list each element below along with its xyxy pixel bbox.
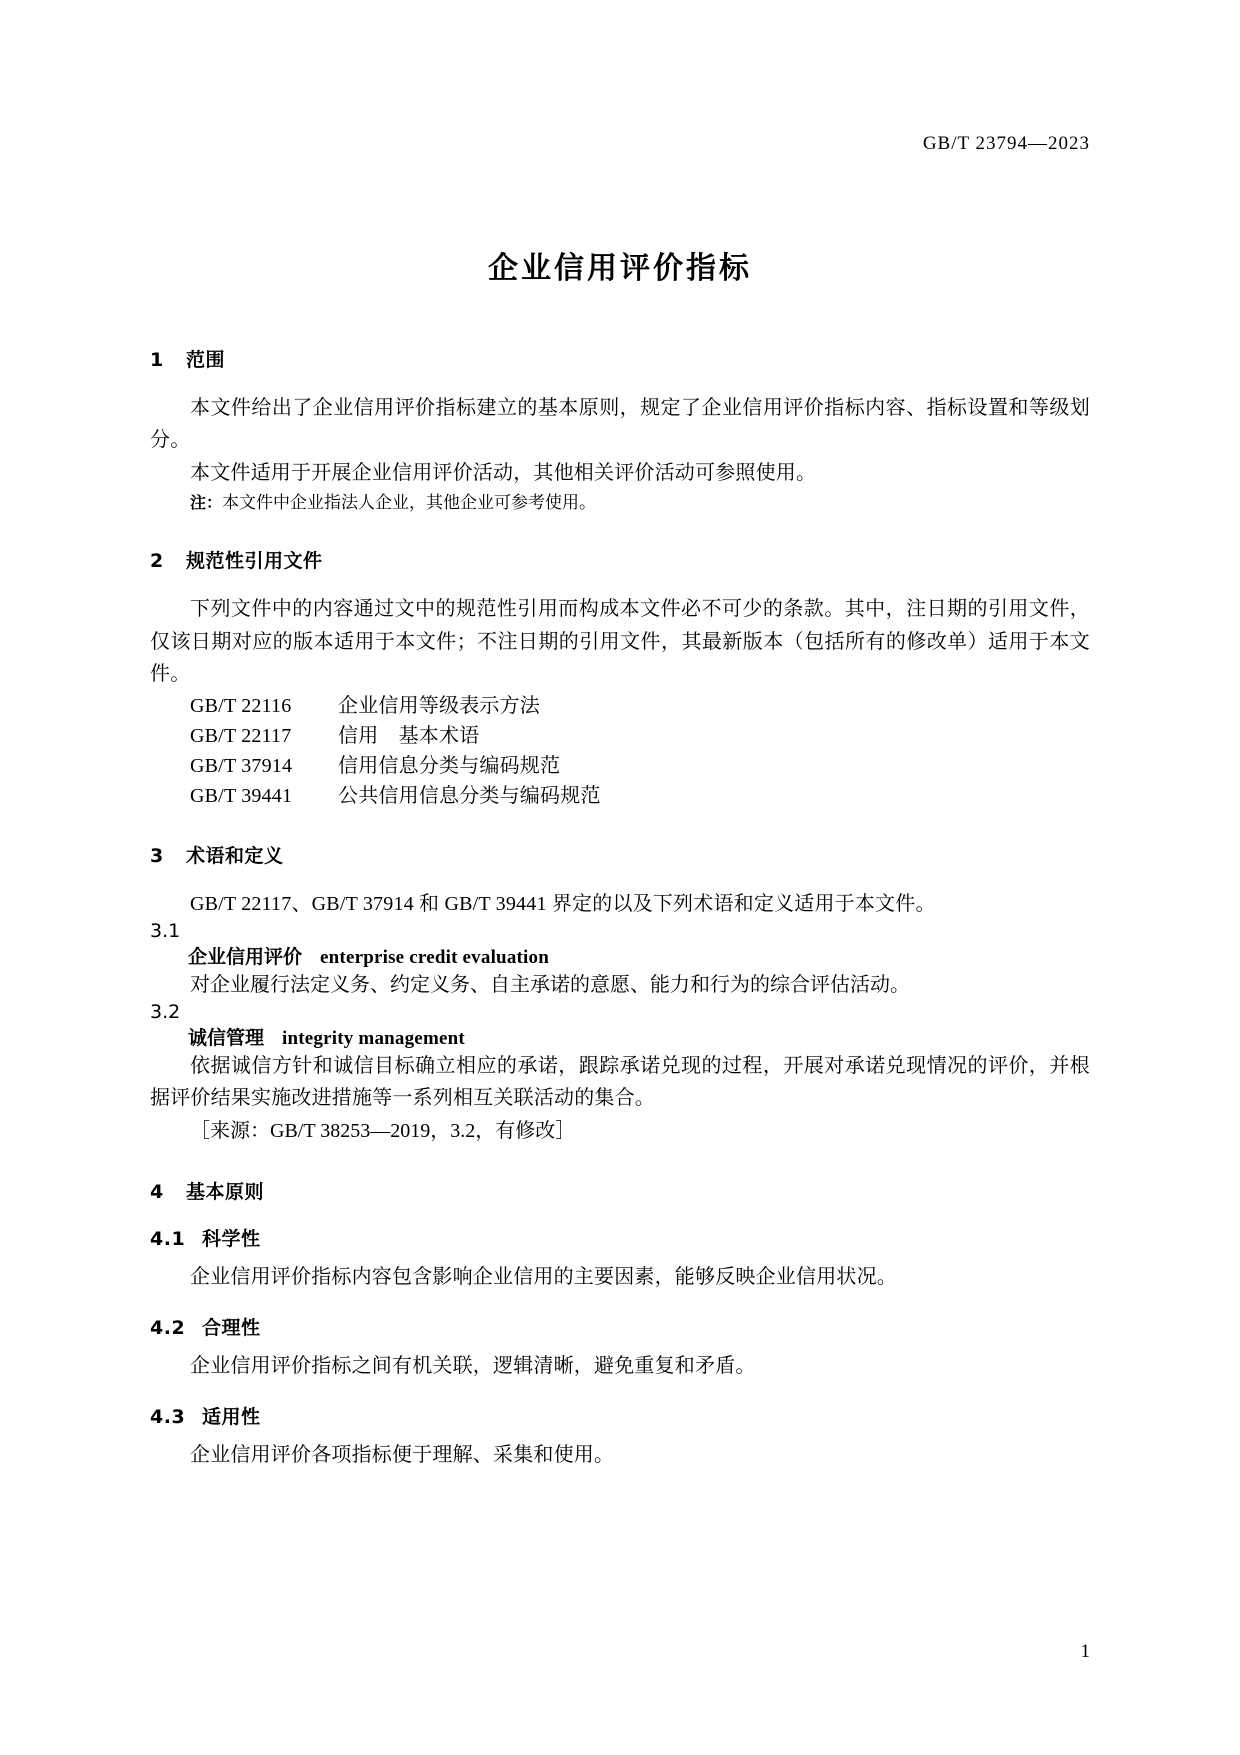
- clause-title-1: 范围: [186, 349, 226, 371]
- reference-title: 企业信用等级表示方法: [338, 694, 540, 717]
- clause-number-4-2: 4.2: [150, 1317, 186, 1340]
- note-text: 本文件中企业指法人企业，其他企业可参考使用。: [222, 493, 597, 513]
- clause-4-3-text: 企业信用评价各项指标便于理解、采集和使用。: [190, 1444, 615, 1467]
- normative-reference-item: [150, 721, 1090, 751]
- term-cn: 企业信用评价: [188, 945, 303, 968]
- clause-number-3: 3: [150, 844, 164, 867]
- clause-title-2: 规范性引用文件: [186, 550, 323, 573]
- clause-heading-1: [150, 345, 1090, 372]
- reference-code: GB/T 22117: [190, 724, 292, 747]
- term-entry-3-1: [150, 942, 1090, 969]
- normative-reference-item: [150, 751, 1090, 781]
- term-entry-3-2: [150, 1023, 1090, 1050]
- reference-code: GB/T 22116: [190, 694, 292, 717]
- clause-title-4-1: 科学性: [202, 1227, 261, 1250]
- clause-1-paragraph-2: 本文件适用于开展企业信用评价活动，其他相关评价活动可参照使用。: [190, 461, 817, 484]
- term-number-3-1: 3.1: [150, 919, 181, 942]
- clause-heading-4-1: [150, 1224, 1090, 1251]
- page-number: 1: [1080, 1641, 1090, 1662]
- page-title: 企业信用评价指标: [488, 251, 752, 286]
- reference-title: 信用信息分类与编码规范: [338, 754, 561, 777]
- clause-4-1-text: 企业信用评价指标内容包含影响企业信用的主要因素，能够反映企业信用状况。: [190, 1265, 897, 1288]
- clause-title-4-2: 合理性: [202, 1317, 261, 1340]
- term-number-3-2: 3.2: [150, 1000, 181, 1023]
- page-header-standard-code: GB/T 23794—2023: [922, 133, 1090, 154]
- clause-2-paragraph-1: 下列文件中的内容通过文中的规范性引用而构成本文件必不可少的条款。其中，注日期的引用文件，仅该日期对应的版本适用于本文件；不注日期的引用文件，其最新版本（包括所有的修改单）适用于本文件。: [150, 598, 1090, 686]
- term-en: integrity management: [282, 1027, 465, 1049]
- clause-title-4: 基本原则: [186, 1180, 265, 1203]
- clause-heading-4-3: [150, 1402, 1090, 1429]
- normative-reference-item: [150, 691, 1090, 721]
- clause-3-paragraph-1: GB/T 22117、GB/T 37914 和 GB/T 39441 界定的以及下列术语和定义适用于本文件。: [190, 892, 936, 915]
- clause-number-4-1: 4.1: [150, 1227, 186, 1250]
- clause-heading-3: [150, 841, 1090, 868]
- reference-title: 信用 基本术语: [338, 724, 480, 747]
- term-definition-3-1: 对企业履行法定义务、约定义务、自主承诺的意愿、能力和行为的综合评估活动。: [190, 973, 910, 996]
- reference-title: 公共信用信息分类与编码规范: [338, 784, 601, 807]
- term-en: enterprise credit evaluation: [320, 946, 549, 968]
- clause-4-2-text: 企业信用评价指标之间有机关联，逻辑清晰，避免重复和矛盾。: [190, 1355, 756, 1378]
- term-definition-3-2: 依据诚信方针和诚信目标确立相应的承诺，跟踪承诺兑现的过程，开展对承诺兑现情况的评价，并根据评价结果实施改进措施等一系列相互关联活动的集合。: [150, 1054, 1090, 1110]
- clause-number-2: 2: [150, 550, 164, 573]
- clause-number-1: 1: [150, 349, 164, 371]
- clause-title-4-3: 适用性: [202, 1406, 261, 1429]
- reference-code: GB/T 37914: [190, 754, 293, 777]
- term-source-3-2: ［来源：GB/T 38253—2019，3.2，有修改］: [190, 1119, 576, 1142]
- normative-reference-item: [150, 781, 1090, 811]
- clause-1-note: [150, 489, 1090, 516]
- term-cn: 诚信管理: [188, 1026, 265, 1049]
- clause-title-3: 术语和定义: [186, 844, 284, 867]
- clause-number-4-3: 4.3: [150, 1406, 186, 1429]
- document-body: [150, 345, 1090, 1472]
- reference-code: GB/T 39441: [190, 784, 293, 807]
- clause-heading-4: [150, 1177, 1090, 1204]
- clause-heading-4-2: [150, 1313, 1090, 1340]
- clause-heading-2: [150, 546, 1090, 573]
- note-label: 注：: [190, 493, 223, 513]
- clause-1-paragraph-1: 本文件给出了企业信用评价指标建立的基本原则，规定了企业信用评价指标内容、指标设置和等级划分。: [150, 397, 1090, 452]
- clause-number-4: 4: [150, 1180, 164, 1203]
